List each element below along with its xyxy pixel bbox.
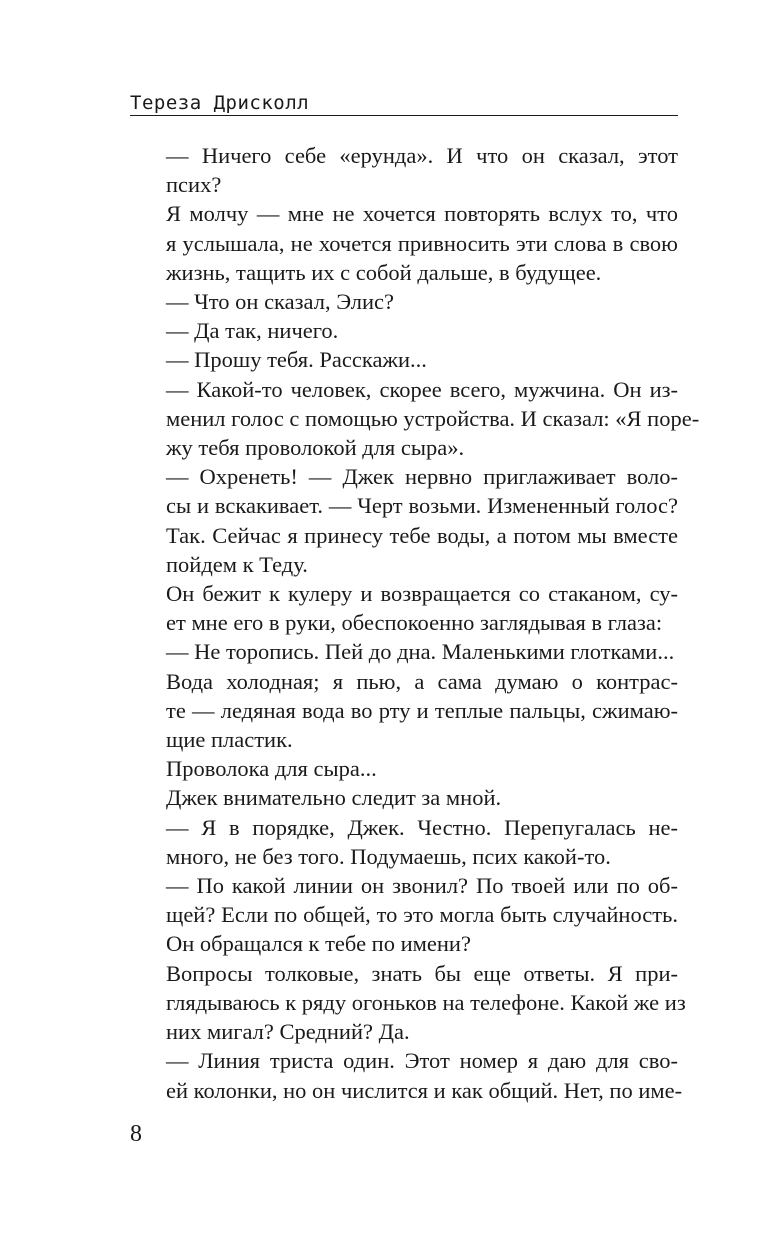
- text-line: — Линия триста один. Этот номер я даю для сво-: [166, 1048, 678, 1074]
- text-line: Вода холодная; я пью, а сама думаю о контрас-: [166, 668, 678, 694]
- paragraph: [130, 959, 686, 1047]
- text-line: глядываюсь к ряду огоньков на телефоне. Какой же из: [166, 989, 686, 1015]
- header-rule: [130, 115, 678, 116]
- text-line: — Прошу тебя. Расскажи...: [166, 347, 427, 373]
- text-line: я услышала, не хочется привносить эти слова в свою: [166, 230, 678, 256]
- text-line: них мигал? Средний? Да.: [166, 1019, 410, 1045]
- running-header-author: Тереза Дрисколл: [130, 92, 310, 114]
- text-line: ет мне его в руки, обеспокоенно заглядывая в глаза:: [166, 610, 663, 636]
- paragraph: [130, 1046, 683, 1104]
- text-line: жизнь, тащить их с собой дальше, в будущее.: [166, 259, 602, 285]
- text-line: Он бежит к кулеру и возвращается со стаканом, су-: [166, 581, 678, 607]
- paragraph: [130, 871, 678, 959]
- text-line: Джек внимательно следит за мной.: [166, 785, 502, 811]
- text-line: те — ледяная вода во рту и теплые пальцы, сжимаю-: [166, 697, 678, 723]
- paragraph: [130, 667, 678, 755]
- text-line: много, не без того. Подумаешь, псих какой-то.: [166, 843, 611, 869]
- text-line: — Какой-то человек, скорее всего, мужчина. Он из-: [166, 376, 678, 402]
- paragraph: [130, 287, 678, 316]
- text-line: — Что он сказал, Элис?: [166, 289, 394, 315]
- paragraph: [130, 783, 678, 812]
- text-line: — Да так, ничего.: [166, 318, 339, 344]
- page-number: 8: [130, 1121, 142, 1147]
- text-line: ей колонки, но он числится и как общий. Нет, по име-: [166, 1077, 683, 1103]
- paragraph: [130, 316, 678, 345]
- paragraph: [130, 375, 700, 463]
- paragraph: [130, 754, 678, 783]
- text-line: Я молчу — мне не хочется повторять вслух то, что: [166, 201, 678, 227]
- paragraph: [130, 813, 678, 871]
- text-line: — По какой линии он звонил? По твоей или по об-: [166, 873, 678, 899]
- text-line: Он обращался к тебе по имени?: [166, 931, 471, 957]
- text-line: щей? Если по общей, то это могла быть случайность.: [166, 902, 678, 928]
- paragraph: [130, 141, 678, 199]
- text-line: Вопросы толковые, знать бы еще ответы. Я при-: [166, 960, 678, 986]
- paragraph: [130, 462, 678, 579]
- text-line: Проволока для сыра...: [166, 756, 377, 782]
- text-line: жу тебя проволокой для сыра».: [166, 435, 465, 461]
- text-line: менил голос с помощью устройства. И сказал: «Я поре-: [166, 405, 700, 431]
- paragraph: [130, 345, 678, 374]
- text-line: пойдем к Теду.: [166, 551, 308, 577]
- text-line: — Охренеть! — Джек нервно приглаживает воло-: [166, 464, 678, 490]
- text-line: — Ничего себе «ерунда». И что он сказал, этот: [166, 143, 678, 168]
- text-line: щие пластик.: [166, 727, 293, 753]
- text-line: Так. Сейчас я принесу тебе воды, а потом мы вместе: [166, 522, 678, 548]
- text-line: — Я в порядке, Джек. Честно. Перепугалась не-: [166, 814, 678, 840]
- text-line: псих?: [166, 172, 222, 198]
- paragraph: [130, 637, 678, 666]
- text-line: — Не торопись. Пей до дна. Маленькими глотками...: [166, 639, 675, 665]
- text-line: сы и вскакивает. — Черт возьми. Измененный голос?: [166, 493, 678, 519]
- paragraph: [130, 199, 678, 287]
- paragraph: [130, 579, 678, 637]
- body-text: [130, 141, 700, 1105]
